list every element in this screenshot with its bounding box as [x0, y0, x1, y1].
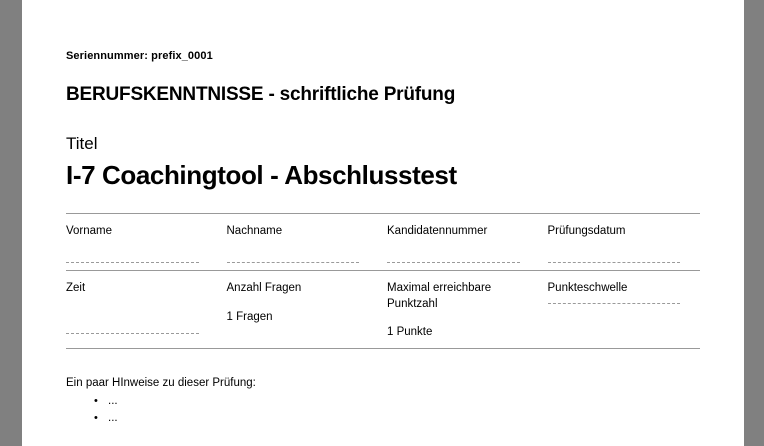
row-spacer	[66, 263, 700, 270]
divider-bottom	[66, 348, 700, 349]
field-label: Kandidatennummer	[387, 225, 488, 237]
field-label: Maximal erreichbare Punktzahl	[387, 282, 492, 310]
notes-section	[66, 377, 700, 428]
field-label: Punkteschwelle	[547, 282, 628, 294]
field-input-line[interactable]	[548, 303, 681, 304]
notes-intro: Ein paar HInweise zu dieser Prüfung:	[66, 377, 256, 390]
document-page	[22, 0, 744, 446]
serial-number: Seriennummer: prefix_0001	[66, 50, 213, 62]
field-row-exam-info	[66, 271, 700, 348]
field-label: Zeit	[66, 282, 86, 294]
document-heading: BERUFSKENNTNISSE - schriftliche Prüfung	[66, 84, 456, 105]
field-punkteschwelle	[540, 271, 701, 342]
field-input-line[interactable]	[387, 262, 520, 263]
field-input-line[interactable]	[227, 262, 360, 263]
field-zeit	[66, 271, 219, 342]
field-anzahl-fragen	[219, 271, 380, 342]
field-value: 1 Fragen	[226, 311, 273, 323]
field-label: Vorname	[66, 225, 113, 237]
field-input-line[interactable]	[66, 262, 199, 263]
field-label: Nachname	[226, 225, 283, 237]
field-value	[66, 311, 219, 327]
field-input-line[interactable]	[548, 262, 681, 263]
field-label: Anzahl Fragen	[226, 282, 302, 294]
field-pruefungsdatum	[540, 214, 701, 263]
field-nachname	[219, 214, 380, 263]
field-row-personal	[66, 214, 700, 263]
title-label: Titel	[66, 134, 98, 153]
document-body	[22, 0, 744, 428]
page-title: I-7 Coachingtool - Abschlusstest	[66, 160, 457, 190]
notes-list	[66, 393, 700, 428]
field-kandidatennummer	[379, 214, 540, 263]
field-input-line[interactable]	[66, 333, 199, 334]
field-maximale-punktzahl	[379, 271, 540, 342]
field-label: Prüfungsdatum	[547, 225, 626, 237]
field-vorname	[66, 214, 219, 263]
list-item: • ...	[94, 393, 700, 410]
field-value: 1 Punkte	[387, 326, 433, 339]
list-item: • ...	[94, 410, 700, 427]
